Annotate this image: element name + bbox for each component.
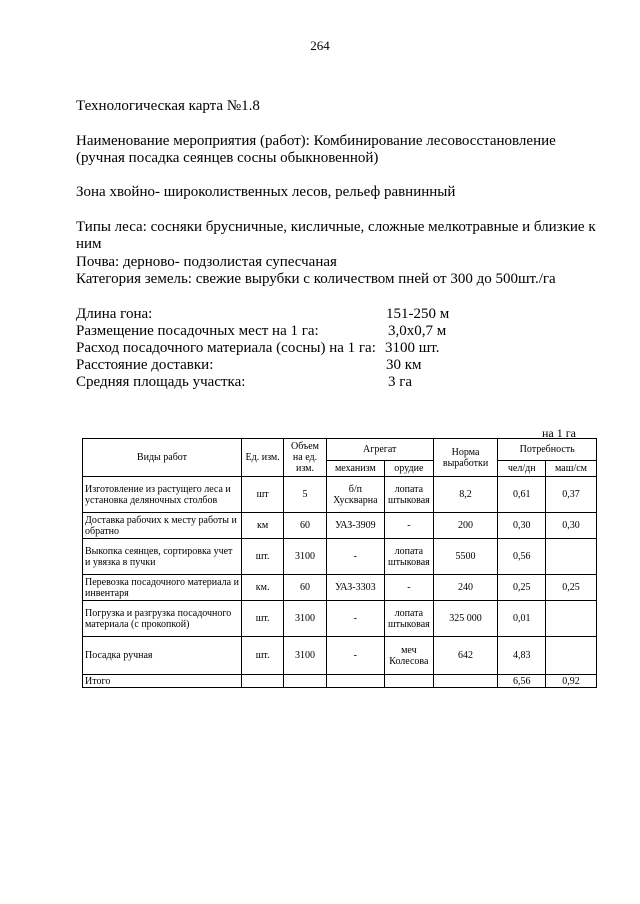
row-tool: - — [384, 513, 433, 539]
activity-name-line-2: (ручная посадка сеянцев сосны обыкновенной) — [76, 150, 379, 166]
row-norm: 240 — [433, 575, 498, 601]
activity-name-line-1: Наименование мероприятия (работ): Комбинирование лесовосстановление — [76, 133, 556, 149]
row-tool: лопата штыковая — [384, 477, 433, 513]
param-delivery-distance — [76, 357, 576, 374]
total-man-days: 6,56 — [498, 675, 546, 688]
param-route-length — [76, 306, 576, 323]
row-norm: 642 — [433, 637, 498, 675]
row-norm: 8,2 — [433, 477, 498, 513]
table-row — [83, 513, 597, 539]
row-man-days: 0,30 — [498, 513, 546, 539]
header-works: Виды работ — [83, 439, 242, 477]
param-label: Средняя площадь участка: — [76, 374, 246, 390]
row-mechanism: УАЗ-3303 — [326, 575, 384, 601]
row-tool: лопата штыковая — [384, 539, 433, 575]
table-row — [83, 575, 597, 601]
land-category: Категория земель: свежие вырубки с количеством пней от 300 до 500шт./га — [76, 271, 556, 287]
page-number: 264 — [310, 38, 330, 53]
row-mechanism: УАЗ-3909 — [326, 513, 384, 539]
row-unit: км — [241, 513, 283, 539]
row-machine-shifts: 0,30 — [546, 513, 597, 539]
row-machine-shifts — [546, 539, 597, 575]
table-row — [83, 637, 597, 675]
param-average-area — [76, 374, 576, 391]
work-table — [82, 438, 597, 688]
header-aggregate: Агрегат — [326, 439, 433, 461]
header-volume: Объем на ед. изм. — [284, 439, 326, 477]
soil-type: Почва: дерново- подзолистая супесчаная — [76, 254, 337, 270]
row-unit: шт. — [241, 601, 283, 637]
row-man-days: 0,56 — [498, 539, 546, 575]
row-volume: 60 — [284, 575, 326, 601]
row-name: Доставка рабочих к месту работы и обратно — [83, 513, 242, 539]
zone-description: Зона хвойно- широколиственных лесов, рельеф равнинный — [76, 184, 456, 200]
row-volume: 3100 — [284, 601, 326, 637]
total-row — [83, 675, 597, 688]
table-row — [83, 477, 597, 513]
per-hectare-note: на 1 га — [542, 426, 576, 440]
row-machine-shifts — [546, 637, 597, 675]
param-planting-spacing — [76, 323, 576, 340]
row-man-days: 0,01 — [498, 601, 546, 637]
param-label: Расстояние доставки: — [76, 357, 214, 373]
header-need: Потребность — [498, 439, 597, 461]
row-name: Перевозка посадочного материала и инвентаря — [83, 575, 242, 601]
param-material-consumption — [76, 340, 576, 357]
row-name: Погрузка и разгрузка посадочного материала (с прокопкой) — [83, 601, 242, 637]
document-title: Технологическая карта №1.8 — [76, 98, 260, 114]
row-machine-shifts: 0,37 — [546, 477, 597, 513]
row-name: Посадка ручная — [83, 637, 242, 675]
header-norm: Норма выработки — [433, 439, 498, 477]
row-name: Выкопка сеянцев, сортировка учет и увязка в пучки — [83, 539, 242, 575]
row-tool: меч Колесова — [384, 637, 433, 675]
row-machine-shifts — [546, 601, 597, 637]
header-tool: орудие — [384, 461, 433, 477]
total-label: Итого — [83, 675, 242, 688]
row-norm: 200 — [433, 513, 498, 539]
row-unit: шт — [241, 477, 283, 513]
header-mechanism: механизм — [326, 461, 384, 477]
table-row — [83, 539, 597, 575]
param-label: Расход посадочного материала (сосны) на 1 га: — [76, 340, 376, 356]
total-machine-shifts: 0,92 — [546, 675, 597, 688]
row-mechanism: - — [326, 539, 384, 575]
total-empty-cell — [384, 675, 433, 688]
param-value: 151-250 м — [386, 306, 450, 322]
row-tool: - — [384, 575, 433, 601]
param-value: 3 га — [388, 374, 413, 390]
param-label: Длина гона: — [76, 306, 153, 322]
row-man-days: 0,25 — [498, 575, 546, 601]
row-mechanism: - — [326, 637, 384, 675]
row-norm: 325 000 — [433, 601, 498, 637]
param-value: 3,0х0,7 м — [388, 323, 447, 339]
param-value: 3100 шт. — [385, 340, 440, 356]
row-name: Изготовление из растущего леса и установка деляночных столбов — [83, 477, 242, 513]
row-volume: 60 — [284, 513, 326, 539]
row-man-days: 4,83 — [498, 637, 546, 675]
row-man-days: 0,61 — [498, 477, 546, 513]
table-row — [83, 601, 597, 637]
row-unit: шт. — [241, 539, 283, 575]
row-unit: км. — [241, 575, 283, 601]
row-unit: шт. — [241, 637, 283, 675]
header-unit: Ед. изм. — [241, 439, 283, 477]
row-mechanism: - — [326, 601, 384, 637]
row-volume: 5 — [284, 477, 326, 513]
row-mechanism: б/п Хускварна — [326, 477, 384, 513]
total-empty-cell — [326, 675, 384, 688]
header-man-days: чел/дн — [498, 461, 546, 477]
row-machine-shifts: 0,25 — [546, 575, 597, 601]
total-empty-cell — [241, 675, 283, 688]
total-empty-cell — [284, 675, 326, 688]
param-value: 30 км — [386, 357, 422, 373]
row-volume: 3100 — [284, 539, 326, 575]
param-label: Размещение посадочных мест на 1 га: — [76, 323, 319, 339]
row-volume: 3100 — [284, 637, 326, 675]
row-norm: 5500 — [433, 539, 498, 575]
total-empty-cell — [433, 675, 498, 688]
header-machine-shifts: маш/см — [546, 461, 597, 477]
forest-types: Типы леса: сосняки брусничные, кисличные, сложные мелкотравные и близкие к ним — [76, 219, 596, 252]
row-tool: лопата штыковая — [384, 601, 433, 637]
